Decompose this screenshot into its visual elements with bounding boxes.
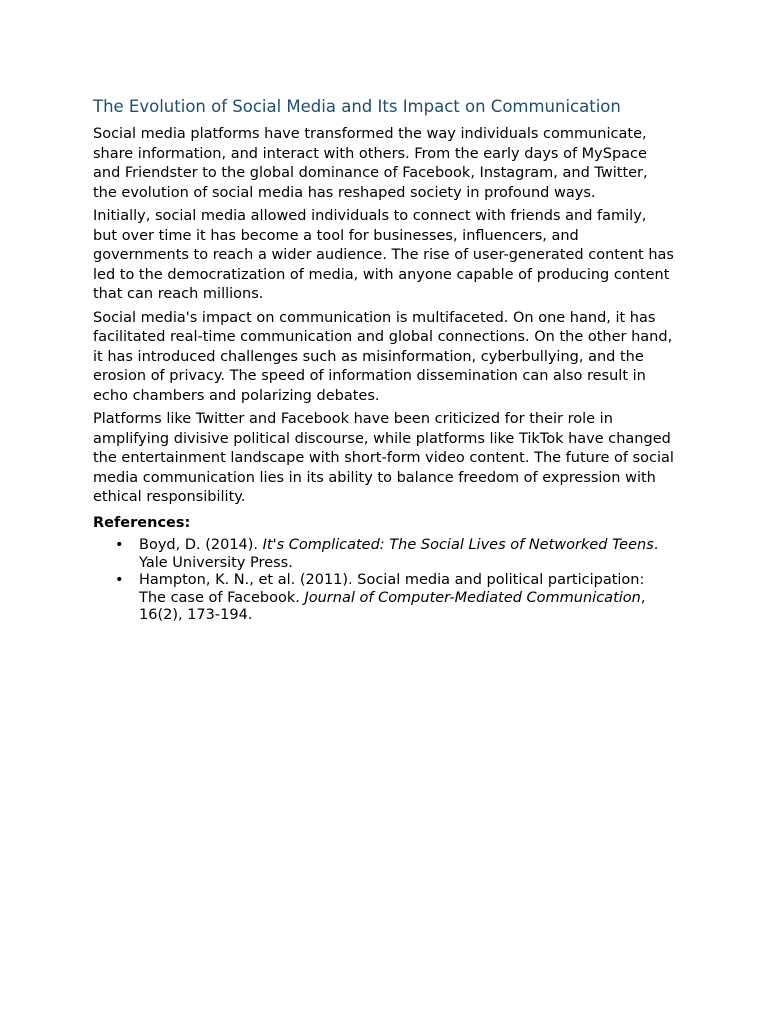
- bullet-icon: •: [115, 572, 124, 588]
- paragraph-4: Platforms like Twitter and Facebook have been criticized for their role in amplifying divisive political discourse, while platforms like TikTok have changed the entertainment landscape with short-form video content. The future of social media communication lies in its ability to balance freedom of expression with ethical responsibility.: [93, 411, 674, 505]
- paragraph-1: Social media platforms have transformed the way individuals communicate, share information, and interact with others. From the early days of MySpace and Friendster to the global dominance of Facebook, Instagram, and Twitter, the evolution of social media has reshaped society in profound ways.: [93, 126, 648, 201]
- paragraph-2: Initially, social media allowed individuals to connect with friends and family, but over time it has become a tool for businesses, influencers, and governments to reach a wider audience. The rise of user-generated content has led to the democratization of media, with anyone capable of producing content that can reach millions.: [93, 208, 674, 302]
- reference-item: [115, 537, 675, 572]
- reference-lead: Boyd, D. (2014).: [139, 537, 263, 553]
- bullet-icon: •: [115, 537, 124, 553]
- reference-item: [115, 572, 675, 625]
- reference-journal: Journal of Computer-Mediated Communication: [304, 589, 641, 606]
- reference-tail: . Yale University Press.: [139, 537, 659, 571]
- reference-lead: Hampton, K. N., et al. (2011). Social media and political participation: The case of Facebook.: [139, 572, 645, 606]
- references-heading: References:: [93, 514, 191, 531]
- reference-tail: , 16(2), 173-194.: [139, 589, 646, 623]
- reference-title: It's Complicated: The Social Lives of Networked Teens: [262, 537, 654, 553]
- paragraph-3: Social media's impact on communication is multifaceted. On one hand, it has facilitated real-time communication and global connections. On the other hand, it has introduced challenges such as misinformation, cyberbullying, and the erosion of privacy. The speed of information dissemination can also result in echo chambers and polarizing debates.: [93, 309, 673, 404]
- references-list: [93, 537, 675, 625]
- document-title: The Evolution of Social Media and Its Impact on Communication: [93, 97, 621, 116]
